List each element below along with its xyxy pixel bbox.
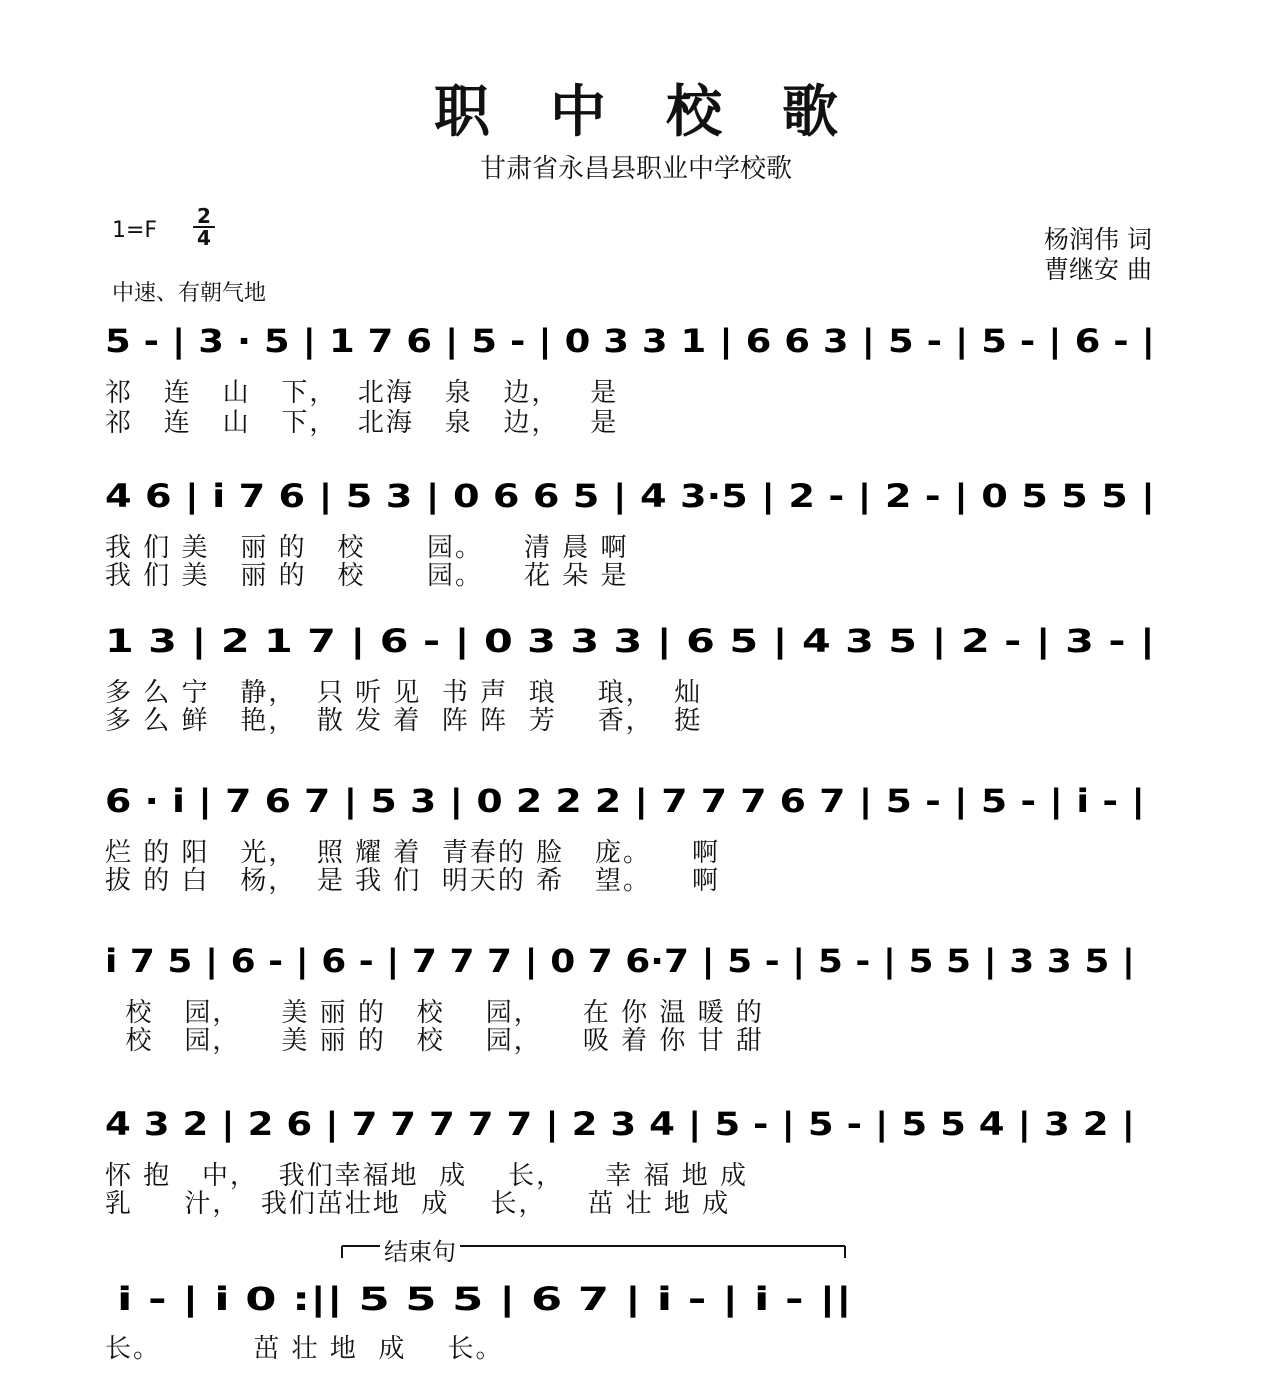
time-signature-bottom: 4 xyxy=(193,226,215,248)
notes-row-5: i 7 5 | 6 - | 6 - | 7 7 7 | 0 7 6·7 | 5 - | 5 - | 5 5 | 3 3 5 | xyxy=(105,942,1022,980)
lyric-verse-2: 我 们 美 丽 的 校 园。 花 朵 是 xyxy=(105,561,629,591)
lyric-verse-2: 校 园， 美 丽 的 校 园， 吸 着 你 甘 甜 xyxy=(105,1026,764,1056)
time-signature-top: 2 xyxy=(197,204,211,228)
score-row-5 xyxy=(105,930,1165,1060)
lyricist-credit: 杨润伟 词 xyxy=(1044,225,1152,254)
lyric-verse-1: 我 们 美 丽 的 校 园。 清 晨 啊 xyxy=(105,533,629,563)
notation-row-5 xyxy=(105,930,1165,990)
lyric-verse-2: 乳 汁， 我们茁壮地 成 长， 茁 壮 地 成 xyxy=(105,1189,731,1219)
notes-row-3: 1 3 | 2 1 7 | 6 - | 0 3 3 3 | 6 5 | 4 3 5 | 2 - | 3 - | xyxy=(105,622,918,660)
notes-row-4: 6 · i | 7 6 7 | 5 3 | 0 2 2 2 | 7 7 7 6 7 | 5 - | 5 - | i - | xyxy=(105,782,986,820)
song-title: 职中校歌 xyxy=(434,79,898,145)
score-row-4 xyxy=(105,770,1165,900)
lyric-verse-2: 祁 连 山 下， 北海 泉 边， 是 xyxy=(105,408,619,438)
ending-bracket xyxy=(0,1240,1272,1260)
time-signature xyxy=(193,206,215,248)
notation-row-4 xyxy=(105,770,1165,830)
composer-credit: 曹继安 曲 xyxy=(1044,255,1152,284)
lyric-verse-1: 祁 连 山 下， 北海 泉 边， 是 xyxy=(105,378,619,408)
notes-row-2: 4 6 | i 7 6 | 5 3 | 0 6 6 5 | 4 3·5 | 2 - | 2 - | 0 5 5 5 | xyxy=(105,477,984,515)
score-row-3 xyxy=(105,610,1165,740)
lyric-verse-2: 多 么 鲜 艳， 散 发 着 阵 阵 芳 香， 挺 xyxy=(105,706,703,736)
notes-row-6: 4 3 2 | 2 6 | 7 7 7 7 7 | 2 3 4 | 5 - | 5 - | 5 5 4 | 3 2 | xyxy=(105,1105,994,1143)
notation-row-6 xyxy=(105,1093,1165,1153)
tempo-marking: 中速、有朝气地 xyxy=(112,281,267,306)
notation-row-7 xyxy=(105,1268,1165,1328)
notation-row-3 xyxy=(105,610,1165,670)
lyric-verse-1: 校 园， 美 丽 的 校 园， 在 你 温 暖 的 xyxy=(105,998,764,1028)
notes-row-7: i - | i 0 :|| 5 5 5 | 6 7 | i - | i - || xyxy=(117,1280,642,1318)
lyric-verse-1: 烂 的 阳 光， 照 耀 着 青春的 脸 庞。 啊 xyxy=(105,838,721,868)
score-row-7 xyxy=(105,1268,1165,1378)
notation-row-1 xyxy=(105,310,1165,370)
lyric-verse-1: 怀 抱 中， 我们幸福地 成 长， 幸 福 地 成 xyxy=(105,1161,749,1191)
notes-row-1: 5 - | 3 · 5 | 1 7 6 | 5 - | 0 3 3 1 | 6 6 3 | 5 - | 5 - | 6 - | xyxy=(105,322,1013,360)
notation-row-2 xyxy=(105,465,1165,525)
lyric-verse-1: 多 么 宁 静， 只 听 见 书 声 琅 琅， 灿 xyxy=(105,678,703,708)
lyric-verse-2: 拔 的 白 杨， 是 我 们 明天的 希 望。 啊 xyxy=(105,866,721,896)
lyric-ending: 长。 茁 壮 地 成 长。 xyxy=(105,1334,504,1364)
key-signature: 1=F xyxy=(112,218,158,243)
ending-label: 结束句 xyxy=(380,1232,460,1267)
score-row-1 xyxy=(105,310,1165,440)
song-subtitle: 甘肃省永昌县职业中学校歌 xyxy=(479,154,792,184)
score-row-6 xyxy=(105,1093,1165,1223)
score-row-2 xyxy=(105,465,1165,595)
